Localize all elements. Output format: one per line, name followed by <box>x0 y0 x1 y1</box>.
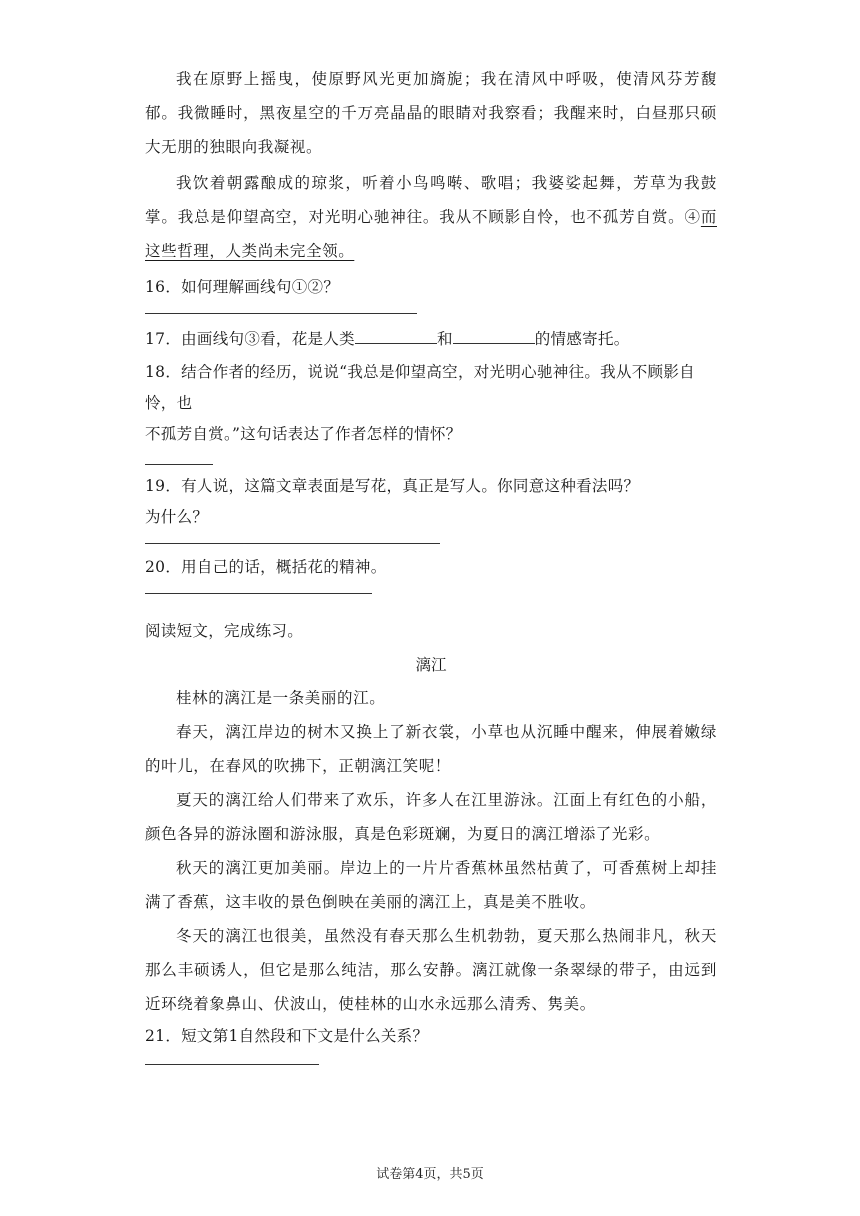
passage2-paragraph-4: 秋天的漓江更加美丽。岸边上的一片片香蕉林虽然枯黄了，可香蕉树上却挂满了香蕉，这丰收的景色倒映在美丽的漓江上，真是美不胜收。 <box>145 859 717 911</box>
question-16: 16．如何理解画线句①②？ <box>145 278 340 296</box>
passage1-paragraph-1: 我在原野上摇曳，使原野风光更加旖旎；我在清风中呼吸，使清风芬芳馥郁。我微睡时，黑夜星空的千万亮晶晶的眼睛对我察看；我醒来时，白昼那只硕大无朋的独眼向我凝视。 <box>145 70 717 156</box>
underlined-sentence-4: 而这些哲理，人类尚未完全领。 <box>145 208 717 260</box>
passage2-title: 漓江 <box>415 656 447 674</box>
answer-line-16[interactable] <box>145 313 417 314</box>
question-19-line-1: 19．有人说，这篇文章表面是写花，真正是写人。你同意这种看法吗？ <box>145 477 640 495</box>
passage2-paragraph-3: 夏天的漓江给人们带来了欢乐，许多人在江里游泳。江面上有红色的小船，颜色各异的游泳圈和游泳服，真是色彩斑斓，为夏日的漓江增添了光彩。 <box>145 791 717 843</box>
passage1-paragraph-2-text: 我饮着朝露酿成的琼浆，听着小鸟鸣啭、歌唱；我婆娑起舞，芳草为我鼓掌。我总是仰望高空，对光明心驰神往。我从不顾影自怜，也不孤芳自赏。 <box>145 174 717 226</box>
answer-line-18[interactable] <box>145 464 213 465</box>
exam-page <box>145 62 717 1065</box>
answer-blank-17a[interactable] <box>355 327 437 344</box>
passage2-paragraph-1: 桂林的漓江是一条美丽的江。 <box>176 689 386 707</box>
question-18-line-1: 18．结合作者的经历，说说“我总是仰望高空，对光明心驰神往。我从不顾影自怜，也 <box>145 363 695 412</box>
answer-line-20[interactable] <box>145 593 372 594</box>
answer-line-19[interactable] <box>145 543 440 544</box>
page-footer: 试卷第4页，共5页 <box>376 1167 484 1182</box>
question-17-suffix: 的情感寄托。 <box>534 330 630 348</box>
question-17 <box>145 324 717 355</box>
question-17-mid: 和 <box>436 330 453 348</box>
question-18-line-2: 不孤芳自赏。”这句话表达了作者怎样的情怀？ <box>145 425 462 443</box>
passage2-paragraph-2: 春天，漓江岸边的树木又换上了新衣裳，小草也从沉睡中醒来，伸展着嫩绿的叶儿，在春风的吹拂下，正朝漓江笑呢！ <box>145 723 717 775</box>
question-20: 20．用自己的话，概括花的精神。 <box>145 558 387 576</box>
question-21: 21．短文第1自然段和下文是什么关系？ <box>145 1027 429 1045</box>
passage1-paragraph-2 <box>145 166 717 268</box>
question-17-prefix: 17．由画线句③看，花是人类 <box>145 330 355 348</box>
answer-line-21[interactable] <box>145 1064 319 1065</box>
question-19-line-2: 为什么？ <box>145 508 209 526</box>
underline-mark-4: ④ <box>684 208 701 226</box>
passage2-paragraph-5: 冬天的漓江也很美，虽然没有春天那么生机勃勃，夏天那么热闹非凡，秋天那么丰硕诱人，但它是那么纯洁，那么安静。漓江就像一条翠绿的带子，由远到近环绕着象鼻山、伏波山，使桂林的山水永远那么清秀、隽美。 <box>145 927 717 1013</box>
section2-intro: 阅读短文，完成练习。 <box>145 622 304 640</box>
answer-blank-17b[interactable] <box>453 327 535 344</box>
